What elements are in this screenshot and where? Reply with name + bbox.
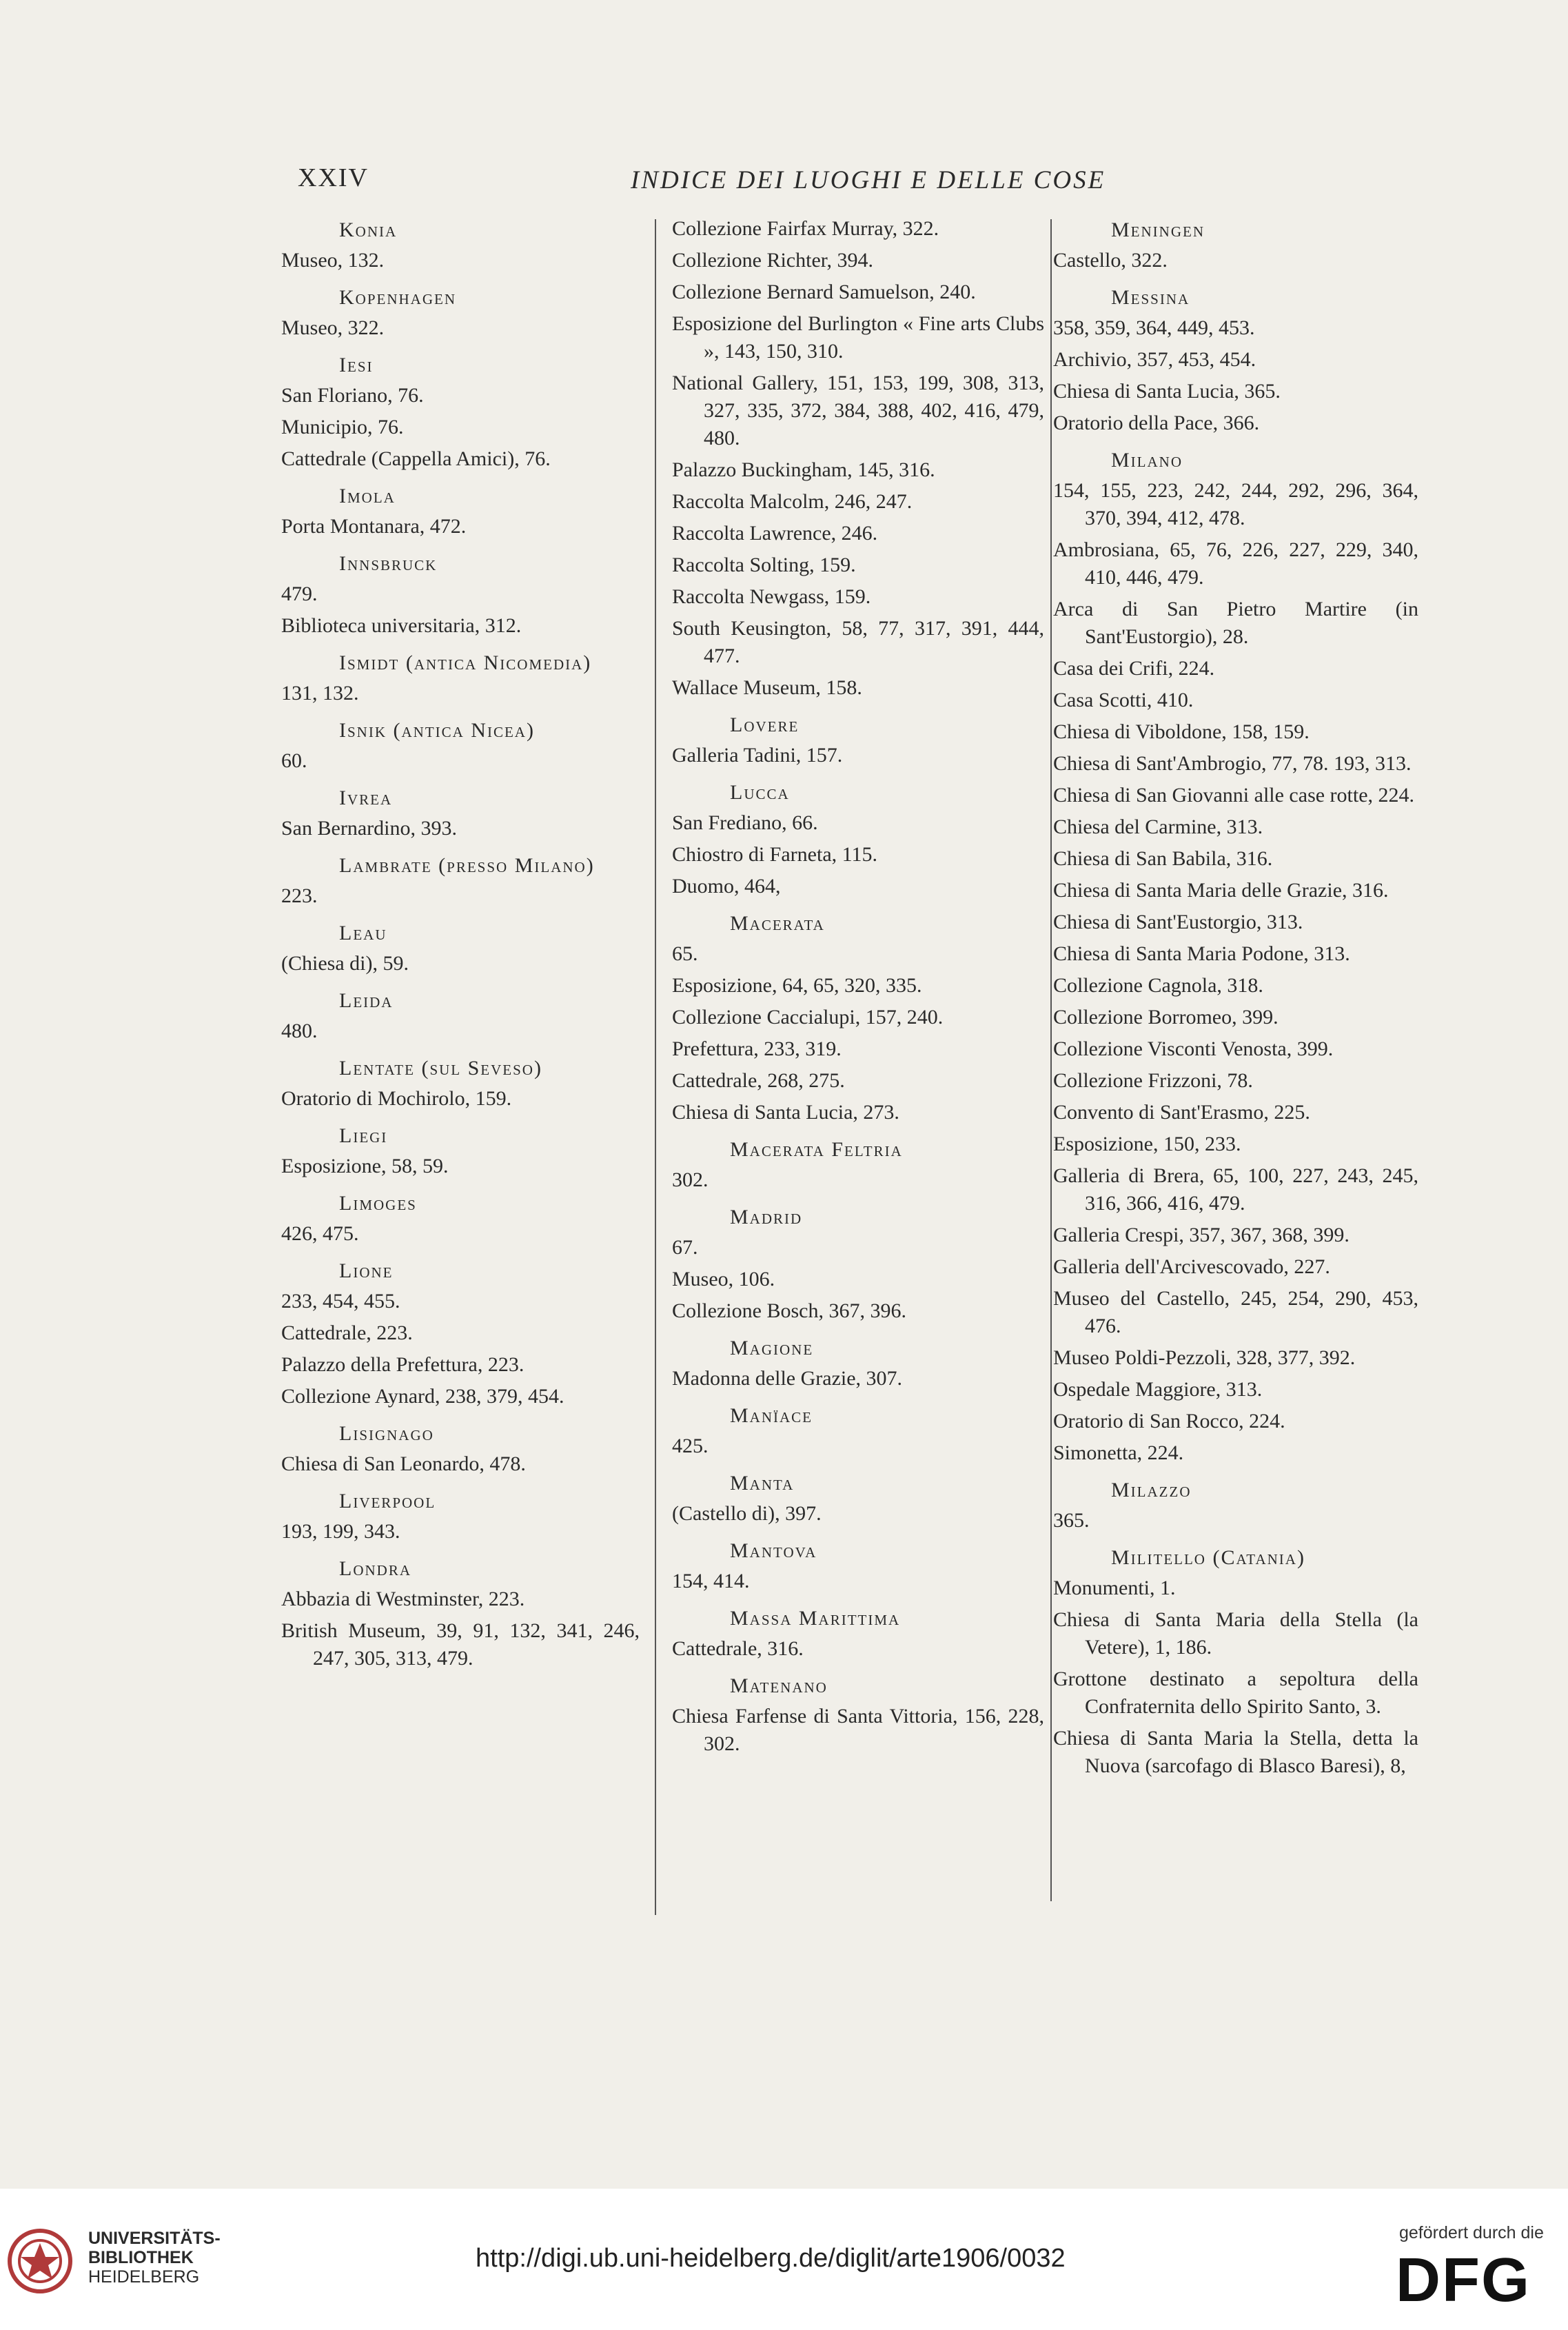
index-entry: Raccolta Malcolm, 246, 247.	[672, 490, 913, 513]
index-entry: South Keusington, 58, 77, 317, 391, 444, 477.	[672, 617, 1044, 667]
place-heading: Lucca	[730, 781, 790, 804]
index-entry: San Frediano, 66.	[672, 811, 818, 834]
place-heading: Isnik (antica Nicea)	[339, 719, 535, 742]
index-entry: Museo Poldi-Pezzoli, 328, 377, 392.	[1053, 1346, 1356, 1369]
index-entry: 154, 155, 223, 242, 244, 292, 296, 364, 370, 394, 412, 478.	[1053, 479, 1418, 529]
index-column-2	[672, 215, 1044, 1767]
index-entry: Chiesa di Santa Maria Podone, 313.	[1053, 942, 1350, 965]
index-entry: Chiesa di Sant'Eustorgio, 313.	[1053, 911, 1303, 933]
index-entry: 233, 454, 455.	[281, 1290, 400, 1313]
place-heading: Konia	[339, 219, 398, 241]
index-entry: Wallace Museum, 158.	[672, 676, 862, 699]
library-line-3: HEIDELBERG	[88, 2267, 200, 2287]
place-heading: Milano	[1111, 449, 1183, 472]
index-entry: Prefettura, 233, 319.	[672, 1037, 842, 1060]
place-heading: Lentate (sul Seveso)	[339, 1057, 542, 1080]
index-entry: Abbazia di Westminster, 223.	[281, 1588, 525, 1610]
index-entry: Chiesa di San Babila, 316.	[1053, 847, 1273, 870]
index-entry: Collezione Visconti Venosta, 399.	[1053, 1037, 1334, 1060]
index-entry: 426, 475.	[281, 1222, 359, 1245]
index-entry: Cattedrale, 268, 275.	[672, 1069, 845, 1092]
index-section	[281, 352, 640, 473]
index-entry: Esposizione, 150, 233.	[1053, 1133, 1241, 1155]
index-section	[281, 920, 640, 977]
index-entry: Chiesa di Santa Maria delle Grazie, 316.	[1053, 879, 1389, 902]
index-entry: National Gallery, 151, 153, 199, 308, 313, 327, 335, 372, 384, 388, 402, 416, 479, 480.	[672, 372, 1044, 449]
column-rule-right	[1050, 219, 1052, 1901]
index-entry: Chiesa di Sant'Ambrogio, 77, 78. 193, 313.	[1053, 752, 1412, 775]
index-entry: Galleria dell'Arcivescovado, 227.	[1053, 1255, 1330, 1278]
index-entry: Collezione Richter, 394.	[672, 249, 874, 272]
index-entry: (Castello di), 397.	[672, 1502, 822, 1525]
index-entry: Collezione Caccialupi, 157, 240.	[672, 1006, 944, 1029]
index-entry: Esposizione del Burlington « Fine arts Clubs », 143, 150, 310.	[672, 312, 1044, 363]
university-seal-icon	[6, 2227, 74, 2296]
place-heading: Leau	[339, 922, 387, 944]
index-entry: Collezione Bosch, 367, 396.	[672, 1299, 906, 1322]
place-heading: Madrid	[730, 1206, 803, 1228]
index-entry: (Chiesa di), 59.	[281, 952, 409, 975]
index-entry: Palazzo Buckingham, 145, 316.	[672, 458, 935, 481]
place-heading: Magione	[730, 1337, 814, 1359]
index-section	[281, 1257, 640, 1410]
index-entry: San Bernardino, 393.	[281, 817, 457, 840]
place-heading: Liverpool	[339, 1490, 436, 1512]
index-entry: 131, 132.	[281, 682, 359, 705]
funded-by-text: gefördert durch die	[1399, 2223, 1544, 2242]
index-entry: 193, 199, 343.	[281, 1520, 400, 1543]
index-entry: Palazzo della Prefettura, 223.	[281, 1353, 525, 1376]
index-section	[281, 1488, 640, 1546]
index-entry: 154, 414.	[672, 1570, 750, 1592]
index-entry: 365.	[1053, 1509, 1090, 1532]
index-section	[1053, 284, 1418, 437]
index-entry: Raccolta Solting, 159.	[672, 554, 856, 576]
library-line-1: UNIVERSITÄTS-	[88, 2229, 221, 2248]
index-entry: Chiesa di Santa Lucia, 273.	[672, 1101, 899, 1124]
index-entry: Museo del Castello, 245, 254, 290, 453, 476.	[1053, 1287, 1418, 1337]
index-entry: Esposizione, 58, 59.	[281, 1155, 449, 1177]
index-section	[281, 649, 640, 707]
footer-bar	[0, 2189, 1568, 2330]
place-heading: Milazzo	[1111, 1479, 1192, 1501]
place-heading: Macerata	[730, 912, 825, 935]
index-section	[281, 1122, 640, 1180]
place-heading: Matenano	[730, 1674, 828, 1697]
place-heading: Manta	[730, 1472, 795, 1495]
index-section	[281, 852, 640, 910]
index-column-1	[281, 215, 640, 1682]
index-entry: Raccolta Newgass, 159.	[672, 585, 871, 608]
index-entry: Castello, 322.	[1053, 249, 1168, 272]
place-heading: Manïace	[730, 1404, 813, 1427]
index-section	[1053, 1544, 1418, 1780]
place-heading: Lovere	[730, 713, 800, 736]
index-entry: Collezione Cagnola, 318.	[1053, 974, 1263, 997]
index-column-3	[1053, 215, 1418, 1790]
index-entry: Cattedrale, 223.	[281, 1321, 413, 1344]
index-entry: Chiesa di Santa Maria della Stella (la Vetere), 1, 186.	[1053, 1608, 1418, 1659]
place-heading: Lione	[339, 1259, 394, 1282]
index-entry: Collezione Fairfax Murray, 322.	[672, 217, 939, 240]
index-entry: Museo, 322.	[281, 316, 385, 339]
index-section	[1053, 216, 1418, 274]
page-number: XXIV	[298, 163, 369, 192]
index-entry: Chiesa di Viboldone, 158, 159.	[1053, 720, 1310, 743]
index-section	[281, 1190, 640, 1248]
index-entry: Oratorio della Pace, 366.	[1053, 412, 1260, 434]
index-section	[281, 284, 640, 342]
place-heading: Militello (Catania)	[1111, 1546, 1305, 1569]
place-heading: Limoges	[339, 1192, 417, 1215]
index-section	[672, 1136, 1044, 1194]
index-entry: Oratorio di Mochirolo, 159.	[281, 1087, 512, 1110]
place-heading: Londra	[339, 1557, 411, 1580]
index-entry: Madonna delle Grazie, 307.	[672, 1367, 903, 1390]
index-entry: Grottone destinato a sepoltura della Confraternita dello Spirito Santo, 3.	[1053, 1668, 1418, 1718]
place-heading: Kopenhagen	[339, 286, 456, 309]
index-entry: Galleria di Brera, 65, 100, 227, 243, 245, 316, 366, 416, 479.	[1053, 1164, 1418, 1215]
index-entry: British Museum, 39, 91, 132, 341, 246, 247, 305, 313, 479.	[281, 1619, 640, 1670]
index-entry: Chiesa di San Giovanni alle case rotte, 224.	[1053, 784, 1415, 807]
index-entry: Ambrosiana, 65, 76, 226, 227, 229, 340, 410, 446, 479.	[1053, 538, 1418, 589]
index-entry: Cattedrale (Cappella Amici), 76.	[281, 447, 551, 470]
index-entry: Chiesa di Santa Maria la Stella, detta la Nuova (sarcofago di Blasco Baresi), 8,	[1053, 1727, 1418, 1777]
index-entry: 358, 359, 364, 449, 453.	[1053, 316, 1255, 339]
index-entry: Arca di San Pietro Martire (in Sant'Eustorgio), 28.	[1053, 598, 1418, 648]
place-heading: Leida	[339, 989, 394, 1012]
index-section	[281, 1555, 640, 1672]
index-section	[281, 550, 640, 640]
place-heading: Ivrea	[339, 787, 393, 809]
index-entry: 302.	[672, 1168, 709, 1191]
index-entry: Casa Scotti, 410.	[1053, 689, 1194, 711]
index-section	[1053, 1477, 1418, 1534]
index-entry: Chiesa di Santa Lucia, 365.	[1053, 380, 1281, 403]
index-section	[281, 1420, 640, 1478]
index-section	[281, 216, 640, 274]
place-heading: Messina	[1111, 286, 1190, 309]
index-section	[672, 711, 1044, 769]
index-entry: Simonetta, 224.	[1053, 1441, 1184, 1464]
index-entry: Museo, 132.	[281, 249, 385, 272]
index-entry: Chiesa Farfense di Santa Vittoria, 156, 228, 302.	[672, 1705, 1044, 1755]
index-section	[281, 717, 640, 775]
index-section	[672, 1672, 1044, 1758]
index-entry: Duomo, 464,	[672, 875, 781, 898]
index-section	[281, 1055, 640, 1113]
place-heading: Massa Marittima	[730, 1607, 901, 1630]
index-entry: 425.	[672, 1435, 709, 1457]
index-section	[672, 910, 1044, 1126]
place-heading: Liegi	[339, 1124, 388, 1147]
index-entry: Archivio, 357, 453, 454.	[1053, 348, 1256, 371]
index-entry: 60.	[281, 749, 307, 772]
index-entry: Collezione Borromeo, 399.	[1053, 1006, 1279, 1029]
index-entry: Cattedrale, 316.	[672, 1637, 804, 1660]
index-entry: Raccolta Lawrence, 246.	[672, 522, 878, 545]
index-section	[672, 1204, 1044, 1325]
index-entry: 223.	[281, 884, 318, 907]
index-entry: Galleria Crespi, 357, 367, 368, 399.	[1053, 1224, 1350, 1246]
index-entry: 67.	[672, 1236, 698, 1259]
index-entry: Municipio, 76.	[281, 416, 404, 438]
index-section	[672, 1537, 1044, 1595]
index-entry: Convento di Sant'Erasmo, 225.	[1053, 1101, 1310, 1124]
place-heading: Innsbruck	[339, 552, 438, 575]
index-entry: Chiesa del Carmine, 313.	[1053, 816, 1263, 838]
index-entry: Chiostro di Farneta, 115.	[672, 843, 878, 866]
index-entry: Galleria Tadini, 157.	[672, 744, 843, 767]
index-entry: San Floriano, 76.	[281, 384, 424, 407]
index-entry: Museo, 106.	[672, 1268, 775, 1290]
index-entry: 480.	[281, 1020, 318, 1042]
index-entry: Chiesa di San Leonardo, 478.	[281, 1452, 526, 1475]
index-entry: Collezione Aynard, 238, 379, 454.	[281, 1385, 564, 1408]
place-heading: Imola	[339, 485, 396, 507]
place-heading: Iesi	[339, 354, 374, 376]
dfg-logo: DFG	[1396, 2246, 1531, 2315]
index-entry: Collezione Bernard Samuelson, 240.	[672, 281, 976, 303]
source-url-link[interactable]: http://digi.ub.uni-heidelberg.de/diglit/arte1906/0032	[476, 2244, 1066, 2273]
column-rule-left	[655, 219, 656, 1915]
place-heading: Lambrate (presso Milano)	[339, 854, 595, 877]
index-section	[672, 1605, 1044, 1663]
index-entry: Oratorio di San Rocco, 224.	[1053, 1410, 1285, 1432]
index-entry: Monumenti, 1.	[1053, 1577, 1176, 1599]
index-section	[1053, 447, 1418, 1467]
page-title: INDICE DEI LUOGHI E DELLE COSE	[631, 166, 1106, 194]
index-section	[281, 483, 640, 540]
index-entry: Casa dei Crifi, 224.	[1053, 657, 1215, 680]
index-entry: Ospedale Maggiore, 313.	[1053, 1378, 1263, 1401]
place-heading: Mantova	[730, 1539, 817, 1562]
place-heading: Ismidt (antica Nicomedia)	[339, 651, 592, 674]
index-section	[281, 784, 640, 842]
index-section	[281, 987, 640, 1045]
index-section	[672, 779, 1044, 900]
library-line-2: BIBLIOTHEK	[88, 2248, 194, 2267]
index-entry: Biblioteca universitaria, 312.	[281, 614, 522, 637]
place-heading: Lisignago	[339, 1422, 434, 1445]
index-entry: Collezione Frizzoni, 78.	[1053, 1069, 1253, 1092]
index-entry: 65.	[672, 942, 698, 965]
index-section	[672, 215, 1044, 702]
index-entry: 479.	[281, 582, 318, 605]
index-entry: Porta Montanara, 472.	[281, 515, 467, 538]
place-heading: Meningen	[1111, 219, 1205, 241]
index-section	[672, 1402, 1044, 1460]
index-section	[672, 1335, 1044, 1392]
library-name	[88, 2229, 221, 2287]
index-entry: Esposizione, 64, 65, 320, 335.	[672, 974, 922, 997]
place-heading: Macerata Feltria	[730, 1138, 903, 1161]
index-section	[672, 1470, 1044, 1528]
